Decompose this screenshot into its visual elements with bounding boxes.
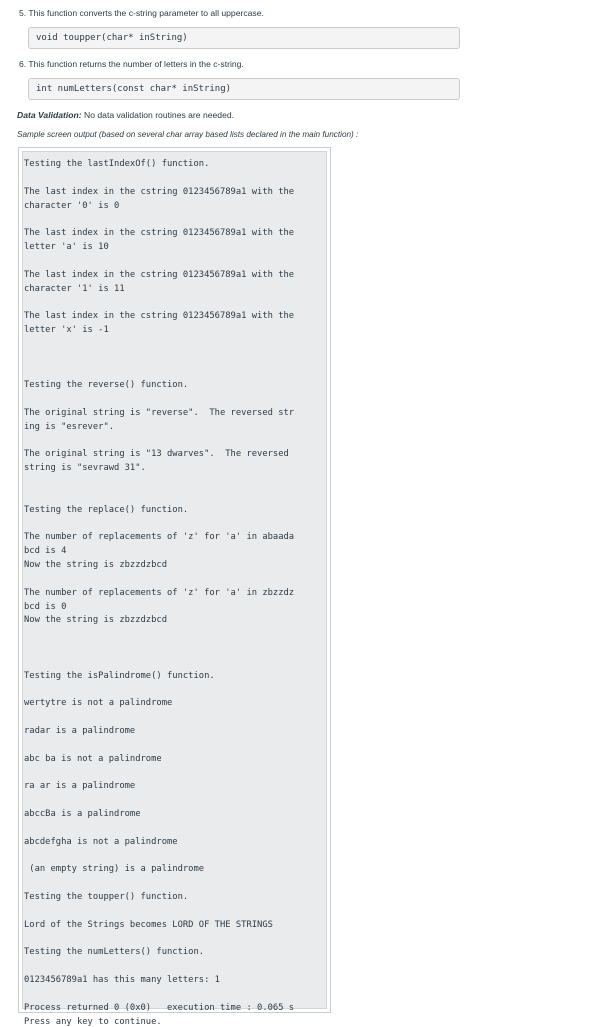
console-line: Testing the replace() function.	[24, 504, 189, 515]
console-line: The last index in the cstring 0123456789a1 with the	[24, 186, 295, 197]
console-line: Testing the isPalindrome() function.	[24, 670, 215, 681]
item-6-code: int numLetters(const char* inString)	[36, 84, 232, 94]
console-line: Process returned 0 (0x0) execution time : 0.065 s	[24, 1002, 295, 1013]
item-5-text: 5. This function converts the c-string parameter to all uppercase.	[19, 8, 264, 18]
console-line: character '0' is 0	[24, 200, 120, 211]
console-line: radar is a palindrome	[24, 726, 136, 736]
console-line: The original string is "reverse". The reversed str	[24, 407, 295, 418]
console-line: (an empty string) is a palindrome	[24, 864, 205, 875]
console-line: 0123456789a1 has this many letters: 1	[24, 975, 220, 985]
console-line: character '1' is 11	[24, 283, 125, 294]
console-line: Testing the toupper() function.	[24, 892, 189, 902]
console-line: letter 'a' is 10	[24, 242, 109, 252]
console-line: Testing the reverse() function.	[24, 380, 189, 391]
item-5-code: void toupper(char* inString)	[36, 33, 188, 43]
item-6-text: 6. This function returns the number of letters in the c-string.	[19, 59, 244, 69]
console-line: string is "sevrawd 31".	[24, 463, 146, 474]
console-line: The number of replacements of 'z' for 'a' in zbzzdz	[24, 587, 295, 598]
sample-output-heading: Sample screen output (based on several char array based lists declared in the main function) :	[17, 130, 359, 139]
console-line: Press any key to continue.	[24, 1016, 162, 1027]
console-line: ra ar is a palindrome	[24, 781, 136, 792]
console-line: wertytre is not a palindrome	[24, 698, 173, 709]
console-line: The original string is "13 dwarves". The reversed	[24, 449, 289, 460]
console-line: The last index in the cstring 0123456789a1 with the	[24, 311, 295, 322]
console-line: abcdefgha is not a palindrome	[24, 836, 178, 847]
console-line: Testing the numLetters() function.	[24, 947, 205, 958]
console-line: Now the string is zbzzdzbcd	[24, 615, 167, 626]
console-output-body	[22, 151, 327, 1009]
console-line: bcd is 0	[24, 601, 67, 612]
console-line: ing is "esrever".	[24, 421, 115, 432]
console-line: Now the string is zbzzdzbcd	[24, 560, 167, 571]
data-validation-line	[17, 110, 234, 120]
console-line: abccBa is a palindrome	[24, 809, 141, 819]
item-5-code-box	[28, 27, 460, 49]
console-line: letter 'x' is -1	[24, 325, 109, 335]
console-line: The last index in the cstring 0123456789a1 with the	[24, 269, 295, 280]
console-line: bcd is 4	[24, 546, 67, 557]
console-line: Lord of the Strings becomes LORD OF THE STRINGS	[24, 919, 273, 930]
console-line: Testing the lastIndexOf() function.	[24, 159, 210, 169]
console-line: The last index in the cstring 0123456789a1 with the	[24, 228, 295, 239]
console-line: The number of replacements of 'z' for 'a' in abaada	[24, 532, 295, 543]
item-6-code-box	[28, 78, 460, 100]
console-line: abc ba is not a palindrome	[24, 753, 162, 764]
data-validation-label: Data Validation:	[17, 110, 82, 120]
data-validation-text: No data validation routines are needed.	[81, 110, 235, 120]
